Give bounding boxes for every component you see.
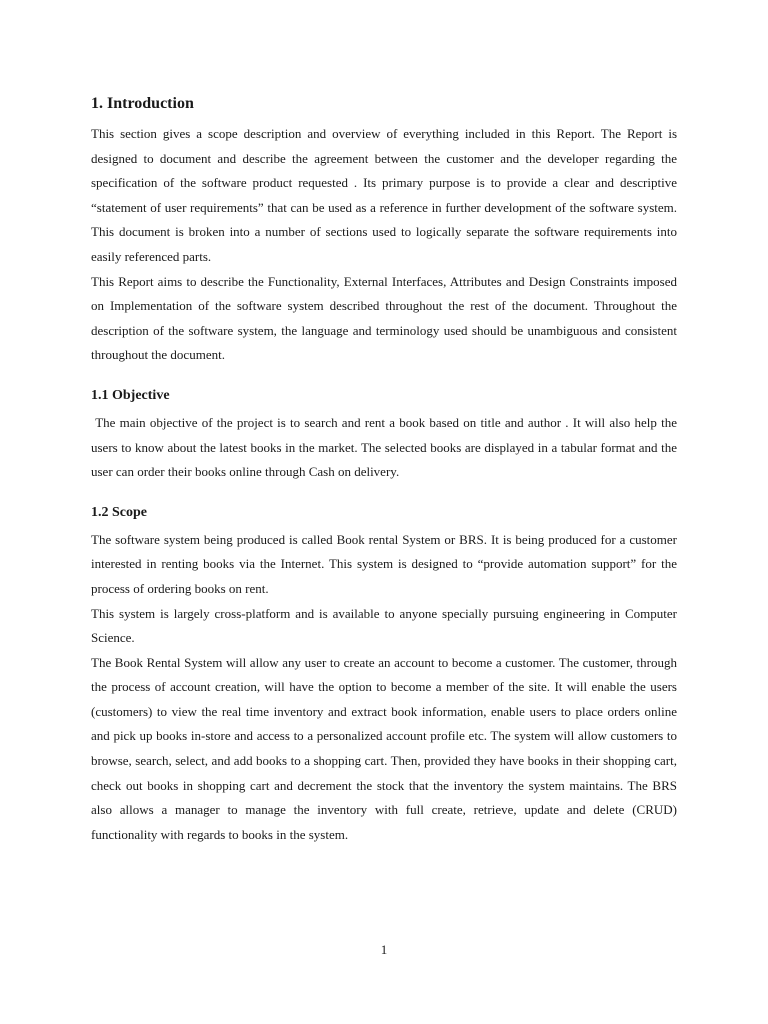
page-number: 1: [380, 942, 388, 957]
heading-objective: 1.1 Objective: [91, 387, 170, 403]
objective-paragraph: The main objective of the project is to search and rent a book based on title and author . It will also help the users to know about the latest books in the market. The selected books are displayed in a tabular format and the user can order their books online through Cash on delivery.: [91, 414, 681, 480]
section-gap: [91, 368, 677, 385]
scope-paragraph-3: The Book Rental System will allow any user to create an account to become a customer. The customer, through the process of account creation, will have the option to become a member of the site. It will enable the users (customers) to view the real time inventory and extract book information, enable users to place orders online and pick up books in-store and access to a personalized account profile etc. The system will allow customers to browse, search, select, and add books to a shopping cart. Then, provided they have books in their shopping cart, check out books in shopping cart and decrement the stock that the inventory the system maintains. The BRS also allows a manager to manage the inventory with full create, retrieve, update and delete (CRUD) functionality with regards to books in the system.: [91, 654, 677, 842]
document-page: [91, 92, 681, 847]
heading-scope: 1.2 Scope: [91, 504, 147, 520]
intro-paragraph-1: This section gives a scope description and overview of everything included in this Report. The Report is designed to document and describe the agreement between the customer and the developer regarding the specification of the software product requested . Its primary purpose is to provide a clear and descriptive “statement of user requirements” that can be used as a reference in further development of the software system. This document is broken into a number of sections used to logically separate the software requirements into easily referenced parts.: [91, 126, 677, 264]
section-gap: [91, 485, 677, 502]
scope-paragraph-1: The software system being produced is called Book rental System or BRS. It is being produced for a customer interested in renting books via the Internet. This system is designed to “provide automation support” for the process of ordering books on rent.: [91, 531, 677, 596]
scope-paragraph-2: This system is largely cross-platform and is available to anyone specially pursuing engineering in Computer Science.: [91, 605, 677, 646]
heading-introduction: 1. Introduction: [91, 95, 194, 112]
intro-paragraph-2: This Report aims to describe the Functionality, External Interfaces, Attributes and Design Constraints imposed on Implementation of the software system described throughout the rest of the document. Throughout the description of the software system, the language and terminology used should be unambiguous and consistent throughout the document.: [91, 273, 677, 363]
